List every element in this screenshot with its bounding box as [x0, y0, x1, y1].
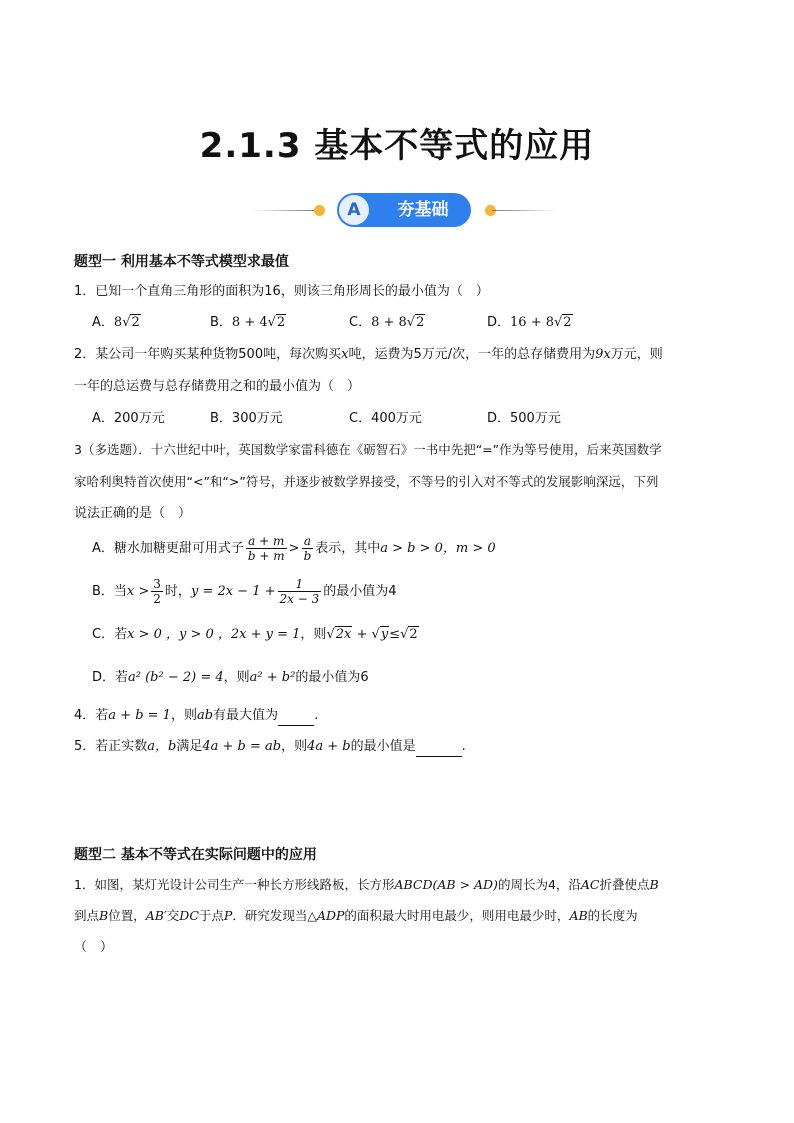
s2-q1-line2: 到点B位置，AB′交DC于点P．研究发现当△ADP的面积最大时用电最少，则用电最少时，AB的长度为: [74, 908, 638, 923]
q4: 4．若a + b = 1，则ab有最大值为 .: [74, 707, 318, 726]
q2-line1: 2．某公司一年购买某种货物500吨，每次购买x吨，运费为5万元/次，一年的总存储费用为9x万元，则: [74, 347, 663, 362]
q1-option-d: D．16 + 8√2: [487, 315, 572, 330]
q4-answer-blank: [278, 707, 314, 726]
banner-left-line: [250, 210, 316, 211]
s2-q1-line3: （ ）: [74, 940, 114, 955]
q2-option-d: D．500万元: [487, 411, 561, 426]
banner-letter: A: [339, 195, 369, 225]
q5: 5．若正实数a，b满足4a + b = ab，则4a + b的最小值是 .: [74, 738, 466, 757]
q3-option-b: B．当x > $\frac{3}{2}$ 时，y = 2x − 1 + $\frac{1}{2x - 3}$ 的最小值为4: [92, 577, 397, 606]
q1-option-c: C．8 + 8√2: [349, 315, 425, 330]
q5-answer-blank: [416, 738, 462, 757]
q3-option-d: D．若a² (b² − 2) = 4，则a² + b²的最小值为6: [92, 670, 369, 685]
page-title: 2.1.3 基本不等式的应用: [199, 126, 595, 166]
q2-option-a: A．200万元: [92, 411, 165, 426]
banner-label: 夯基础: [397, 200, 449, 220]
banner-left-dot: [314, 205, 325, 216]
section1-heading: 题型一 利用基本不等式模型求最值: [74, 254, 289, 270]
q1-option-a: A．8√2: [92, 315, 140, 330]
banner-right-line: [492, 210, 558, 211]
q3-option-a: A．糖水加糖更甜可用式子 $\frac{a + m}{b + m}$ > $\frac{a}{b}$ 表示，其中a > b > 0，m > 0: [92, 534, 496, 563]
q1-stem: 1．已知一个直角三角形的面积为16，则该三角形周长的最小值为（ ）: [74, 284, 489, 299]
q3-line1: 3（多选题）．十六世纪中叶，英国数学家雷科德在《砺智石》一书中先把“=”作为等号使用，后来英国数学: [74, 442, 662, 457]
s2-q1-line1: 1．如图，某灯光设计公司生产一种长方形线路板，长方形ABCD(AB > AD)的周长为4，沿AC折叠使点B: [74, 877, 659, 892]
q3-line3: 说法正确的是（ ）: [74, 506, 192, 521]
q1-option-b: B．8 + 4√2: [210, 315, 286, 330]
q2-option-b: B．300万元: [210, 411, 283, 426]
section2-heading: 题型二 基本不等式在实际问题中的应用: [74, 847, 317, 863]
q3-line2: 家哈利奥特首次使用“<”和“>”符号，并逐步被数学界接受，不等号的引入对不等式的发展影响深远，下列: [74, 474, 659, 489]
q3-option-c: C．若x > 0 ，y > 0 ，2x + y = 1，则√2x + √y≤√2: [92, 627, 418, 642]
q2-option-c: C．400万元: [349, 411, 422, 426]
q2-line2: 一年的总运费与总存储费用之和的最小值为（ ）: [74, 379, 361, 394]
section-banner: [0, 193, 794, 227]
